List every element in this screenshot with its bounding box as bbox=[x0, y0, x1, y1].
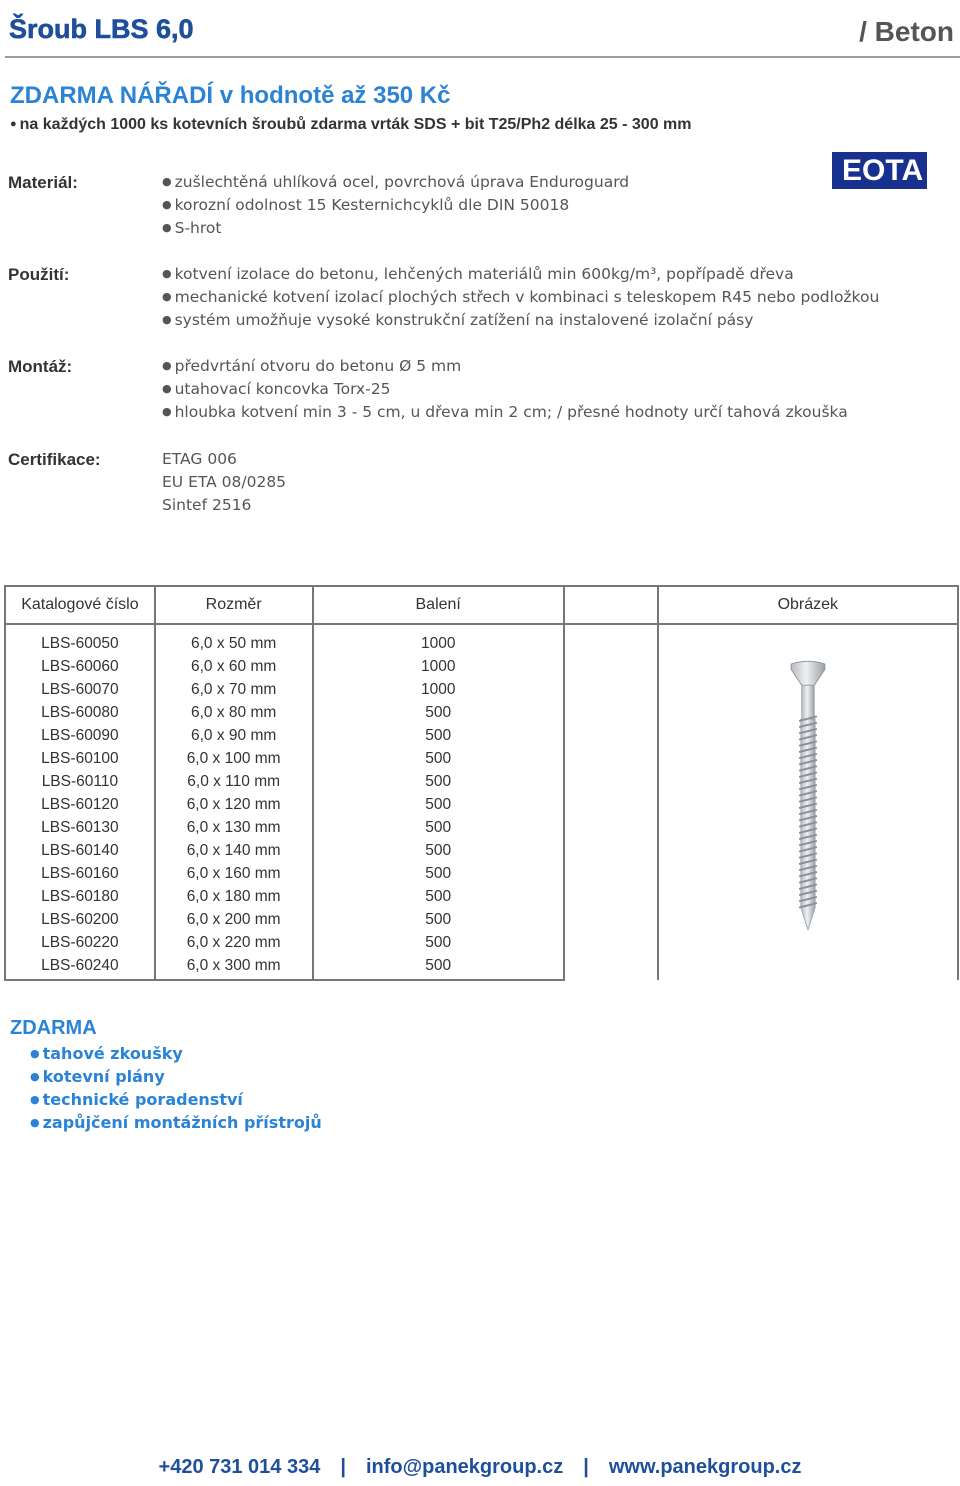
mounting-item bbox=[162, 357, 461, 375]
cell-size: 6,0 x 180 mm bbox=[155, 885, 313, 908]
free-item bbox=[30, 1113, 322, 1132]
table-body bbox=[5, 624, 958, 980]
free-item-text: tahové zkoušky bbox=[42, 1044, 183, 1063]
bullet-icon: ● bbox=[162, 198, 172, 211]
mounting-item bbox=[162, 403, 848, 421]
cell-catalogue-number: LBS-60220 bbox=[5, 931, 155, 954]
cell-size: 6,0 x 100 mm bbox=[155, 747, 313, 770]
free-item bbox=[30, 1044, 183, 1063]
certification-item: Sintef 2516 bbox=[162, 496, 252, 514]
cell-package: 500 bbox=[313, 793, 564, 816]
material-label: Materiál: bbox=[8, 173, 78, 192]
header-size: Rozměr bbox=[155, 586, 313, 624]
use-label: Použití: bbox=[8, 265, 70, 284]
cell-package: 500 bbox=[313, 908, 564, 931]
cell-catalogue-number: LBS-60180 bbox=[5, 885, 155, 908]
header-package: Balení bbox=[313, 586, 564, 624]
header bbox=[5, 8, 960, 58]
material-item-text: korozní odolnost 15 Kesternichcyklů dle DIN 50018 bbox=[174, 196, 570, 214]
cell-catalogue-number: LBS-60200 bbox=[5, 908, 155, 931]
bullet-icon: ● bbox=[162, 267, 172, 280]
bullet-icon: ● bbox=[30, 1047, 40, 1060]
cell-catalogue-number: LBS-60060 bbox=[5, 655, 155, 678]
use-item-text: kotvení izolace do betonu, lehčených materiálů min 600kg/m³, popřípadě dřeva bbox=[174, 265, 794, 283]
bullet-icon: ● bbox=[162, 382, 172, 395]
footer bbox=[0, 1456, 960, 1479]
cell-size: 6,0 x 200 mm bbox=[155, 908, 313, 931]
free-item-text: technické poradenství bbox=[42, 1090, 243, 1109]
mounting-label: Montáž: bbox=[8, 357, 73, 376]
cell-catalogue-number: LBS-60120 bbox=[5, 793, 155, 816]
free-title: ZDARMA bbox=[10, 1017, 97, 1039]
cell-catalogue-number: LBS-60130 bbox=[5, 816, 155, 839]
cell-size: 6,0 x 160 mm bbox=[155, 862, 313, 885]
footer-separator: | bbox=[340, 1456, 346, 1478]
cell-size: 6,0 x 120 mm bbox=[155, 793, 313, 816]
mounting-item-text: předvrtání otvoru do betonu Ø 5 mm bbox=[174, 357, 462, 375]
eota-logo-text: EOTA bbox=[842, 154, 924, 187]
certification-item: EU ETA 08/0285 bbox=[162, 473, 287, 491]
use-item bbox=[162, 265, 794, 283]
promo-line-text: na každých 1000 ks kotevních šroubů zdarma vrták SDS + bit T25/Ph2 délka 25 - 300 mm bbox=[19, 116, 692, 133]
cell-package: 500 bbox=[313, 839, 564, 862]
footer-phone[interactable]: +420 731 014 334 bbox=[158, 1456, 321, 1478]
cell-size: 6,0 x 110 mm bbox=[155, 770, 313, 793]
cell-catalogue-number: LBS-60050 bbox=[5, 624, 155, 655]
eota-logo bbox=[832, 152, 927, 189]
footer-separator: | bbox=[583, 1456, 589, 1478]
cell-catalogue-number: LBS-60110 bbox=[5, 770, 155, 793]
cell-size: 6,0 x 90 mm bbox=[155, 724, 313, 747]
product-image-cell bbox=[658, 624, 958, 980]
material-item bbox=[162, 219, 221, 237]
free-item bbox=[30, 1067, 165, 1086]
cell-package: 500 bbox=[313, 701, 564, 724]
product-title: Šroub LBS 6,0 bbox=[9, 14, 194, 44]
product-category: / Beton bbox=[859, 16, 954, 47]
cell-package: 1000 bbox=[313, 678, 564, 701]
material-item bbox=[162, 173, 629, 191]
material-item bbox=[162, 196, 569, 214]
bullet-icon: ● bbox=[30, 1093, 40, 1106]
bullet-icon: ● bbox=[162, 221, 172, 234]
certification-label: Certifikace: bbox=[8, 450, 101, 469]
material-item-text: zušlechtěná uhlíková ocel, povrchová úprava Enduroguard bbox=[174, 173, 630, 191]
bullet-icon: ● bbox=[30, 1116, 40, 1129]
cell-size: 6,0 x 220 mm bbox=[155, 931, 313, 954]
cell-size: 6,0 x 50 mm bbox=[155, 624, 313, 655]
bullet-icon: ● bbox=[30, 1070, 40, 1083]
footer-email[interactable]: info@panekgroup.cz bbox=[365, 1456, 564, 1478]
promo-line bbox=[10, 116, 692, 134]
promo-title: ZDARMA NÁŘADÍ v hodnotě až 350 Kč bbox=[10, 82, 451, 109]
cell-size: 6,0 x 140 mm bbox=[155, 839, 313, 862]
cell-package: 500 bbox=[313, 816, 564, 839]
cell-empty bbox=[564, 624, 658, 980]
cell-size: 6,0 x 60 mm bbox=[155, 655, 313, 678]
cell-size: 6,0 x 70 mm bbox=[155, 678, 313, 701]
certification-item: ETAG 006 bbox=[162, 450, 237, 468]
cell-catalogue-number: LBS-60100 bbox=[5, 747, 155, 770]
bullet-icon: ● bbox=[162, 359, 172, 372]
cell-size: 6,0 x 300 mm bbox=[155, 954, 313, 980]
bullet-icon: ● bbox=[162, 313, 172, 326]
use-item bbox=[162, 311, 753, 329]
cell-package: 500 bbox=[313, 931, 564, 954]
cell-catalogue-number: LBS-60140 bbox=[5, 839, 155, 862]
use-item bbox=[162, 288, 879, 306]
cell-package: 1000 bbox=[313, 624, 564, 655]
free-item bbox=[30, 1090, 243, 1109]
catalogue-table bbox=[4, 585, 959, 981]
cell-catalogue-number: LBS-60240 bbox=[5, 954, 155, 980]
material-item-text: S-hrot bbox=[174, 219, 222, 237]
mounting-item-text: utahovací koncovka Torx-25 bbox=[174, 380, 391, 398]
use-item-text: mechanické kotvení izolací plochých střech v kombinaci s teleskopem R45 nebo podložkou bbox=[174, 288, 880, 306]
cell-package: 500 bbox=[313, 885, 564, 908]
cell-package: 500 bbox=[313, 747, 564, 770]
cell-package: 1000 bbox=[313, 655, 564, 678]
table-header-row bbox=[5, 586, 958, 624]
use-item-text: systém umožňuje vysoké konstrukční zatížení na instalovené izolační pásy bbox=[174, 311, 754, 329]
header-catalogue-number: Katalogové číslo bbox=[5, 586, 155, 624]
bullet-icon: ● bbox=[162, 290, 172, 303]
cell-package: 500 bbox=[313, 724, 564, 747]
cell-catalogue-number: LBS-60070 bbox=[5, 678, 155, 701]
cell-catalogue-number: LBS-60090 bbox=[5, 724, 155, 747]
cell-catalogue-number: LBS-60080 bbox=[5, 701, 155, 724]
cell-package: 500 bbox=[313, 954, 564, 980]
cell-catalogue-number: LBS-60160 bbox=[5, 862, 155, 885]
free-item-text: kotevní plány bbox=[42, 1067, 165, 1086]
cell-package: 500 bbox=[313, 770, 564, 793]
cell-size: 6,0 x 130 mm bbox=[155, 816, 313, 839]
footer-web[interactable]: www.panekgroup.cz bbox=[608, 1456, 802, 1478]
table-row bbox=[5, 624, 958, 655]
header-empty bbox=[564, 586, 658, 624]
cell-package: 500 bbox=[313, 862, 564, 885]
bullet-icon: ● bbox=[10, 118, 17, 130]
mounting-item-text: hloubka kotvení min 3 - 5 cm, u dřeva min 2 cm; / přesné hodnoty určí tahová zkouška bbox=[174, 403, 848, 421]
header-image: Obrázek bbox=[658, 586, 958, 624]
free-item-text: zapůjčení montážních přístrojů bbox=[42, 1113, 322, 1132]
bullet-icon: ● bbox=[162, 405, 172, 418]
mounting-item bbox=[162, 380, 391, 398]
bullet-icon: ● bbox=[162, 175, 172, 188]
cell-size: 6,0 x 80 mm bbox=[155, 701, 313, 724]
screw-image bbox=[768, 641, 848, 959]
